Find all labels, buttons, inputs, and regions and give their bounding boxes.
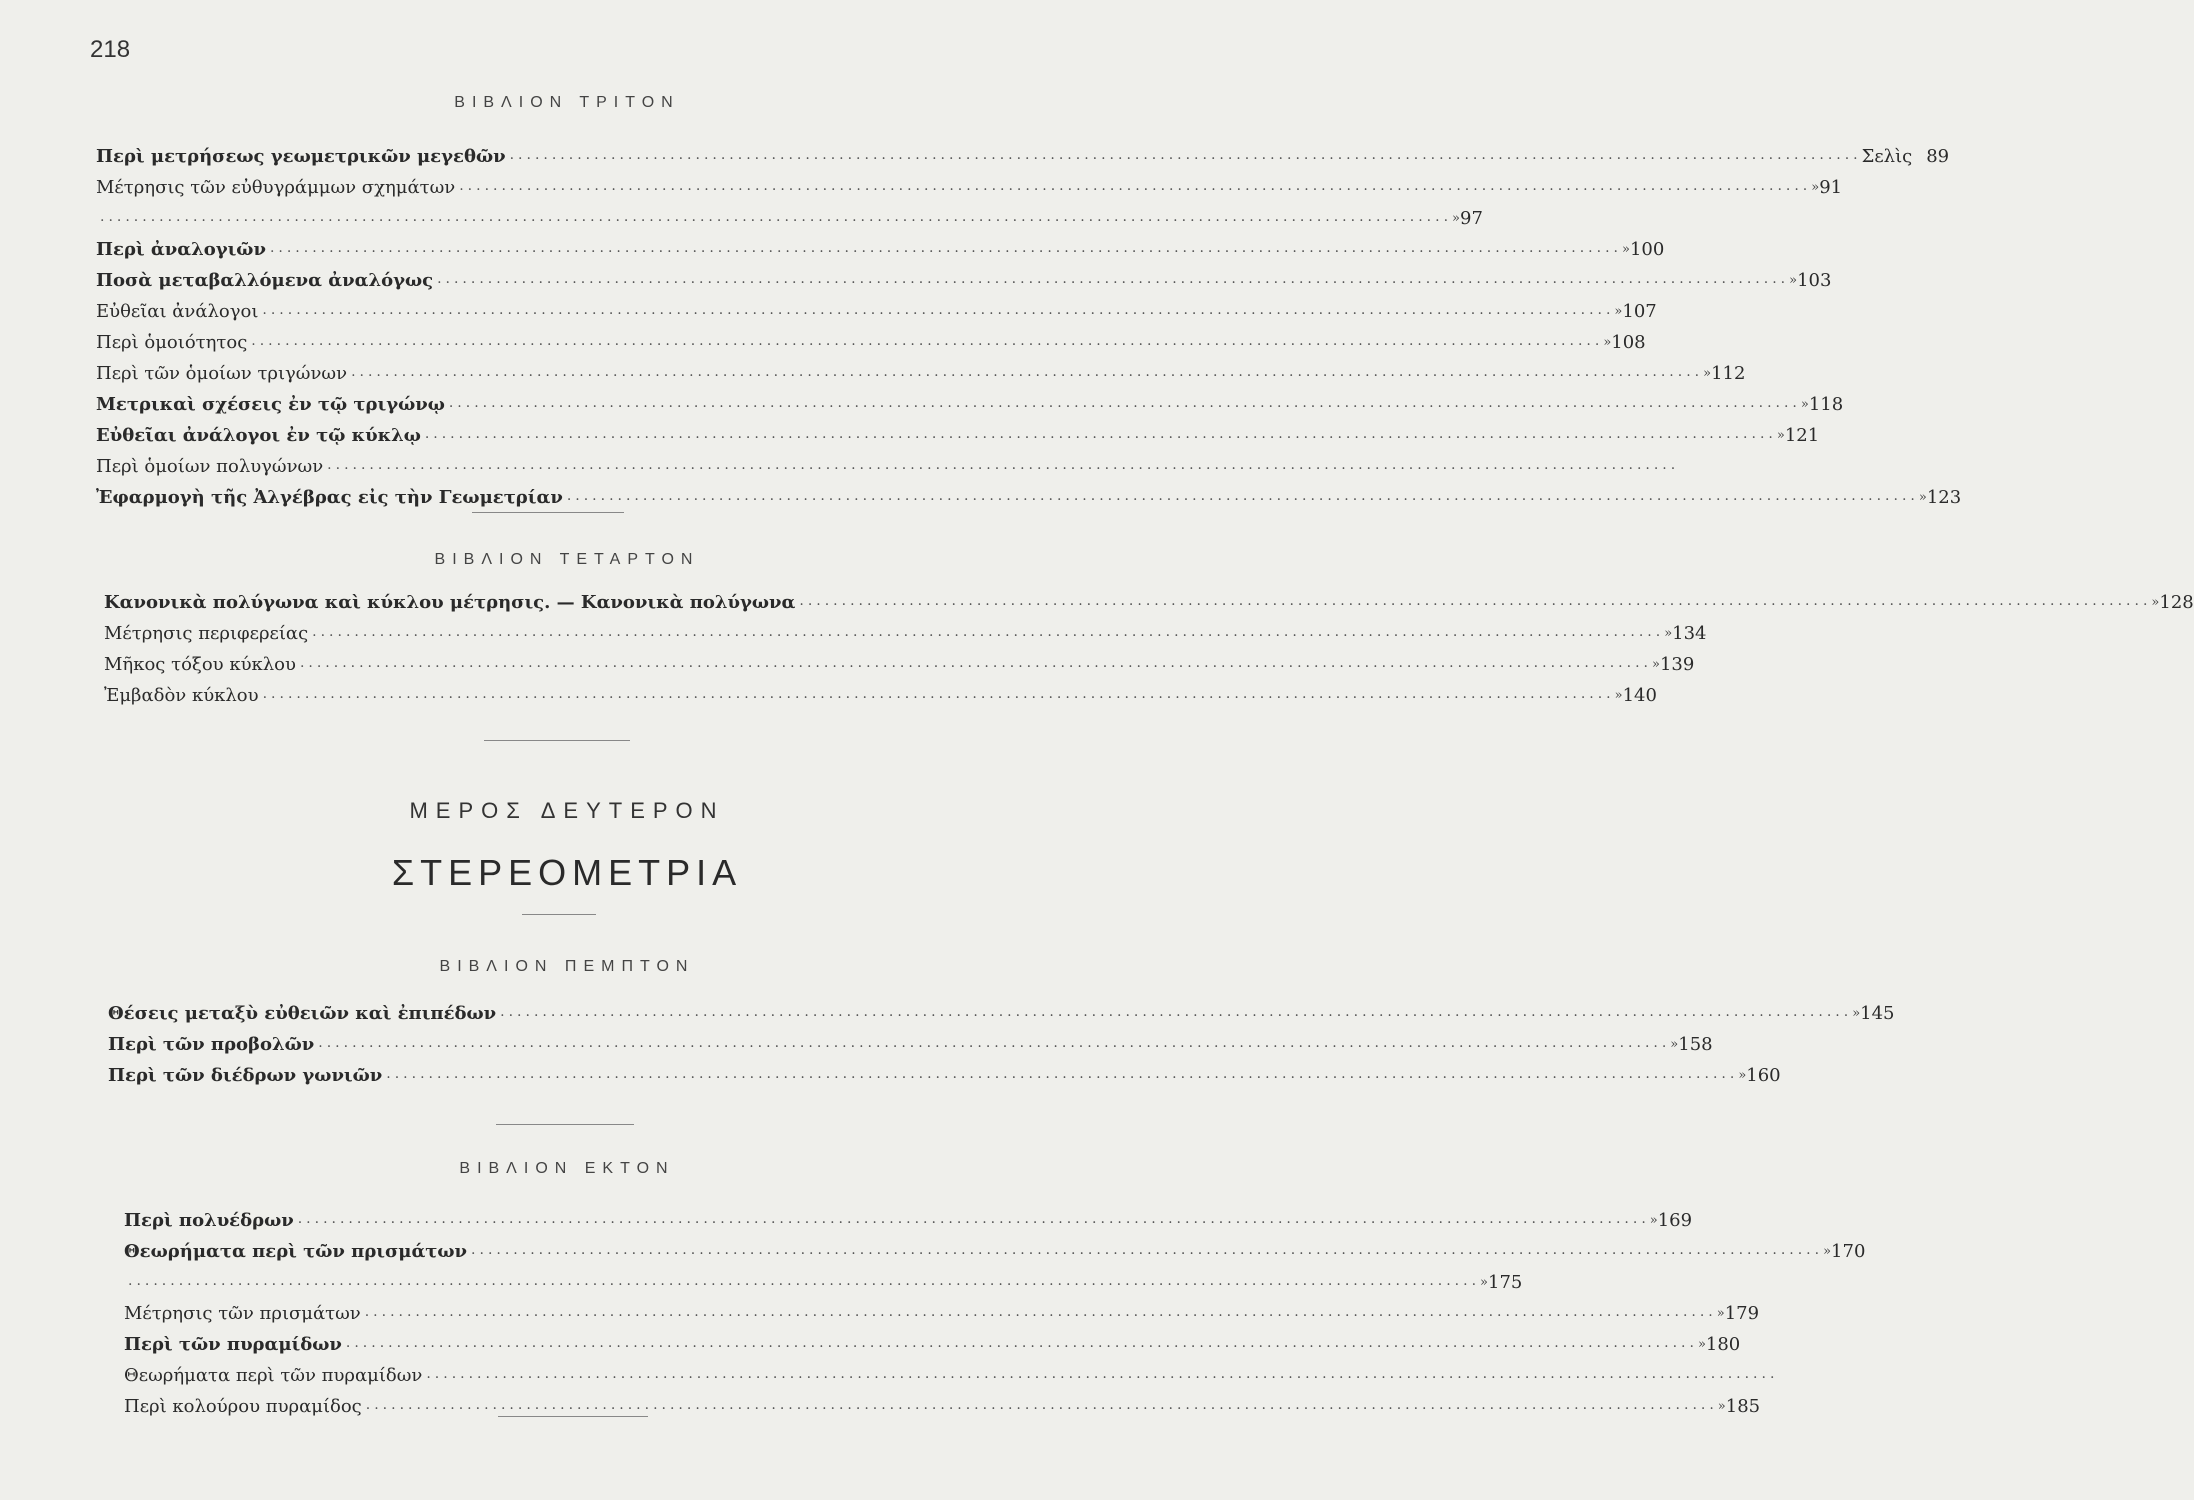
dot-leader: ................................................................................................................................................................ [318, 1035, 1671, 1051]
dot-leader: ................................................................................................................................................................ [128, 1273, 1481, 1289]
toc-entry [124, 1386, 1761, 1417]
toc-entry-page: 118 [1808, 394, 1844, 415]
dot-leader: ................................................................................................................................................................ [365, 1397, 1718, 1413]
dot-leader: ................................................................................................................................................................ [312, 624, 1665, 640]
dot-leader: ................................................................................................................................................................ [262, 302, 1615, 318]
toc-entry-page: 108 [1611, 332, 1646, 353]
toc-entry [96, 415, 1820, 446]
dot-leader: ................................................................................................................................................................ [351, 364, 1704, 380]
toc-entry-title: Περὶ ἀναλογιῶν [96, 239, 266, 260]
toc-entry-page: 97 [1460, 208, 1483, 229]
toc-entry-page: 112 [1711, 363, 1746, 384]
toc-entry [124, 1324, 1741, 1355]
toc-entry-title: Θέσεις μεταξὺ εὐθειῶν καὶ ἐπιπέδων [108, 1003, 497, 1024]
toc-entry [104, 675, 1657, 706]
toc-entry-page: 175 [1488, 1272, 1523, 1293]
page-marker: » [1614, 688, 1623, 703]
toc-entry-title: Μέτρησις τῶν πρισμάτων [124, 1303, 361, 1324]
toc-entry [96, 477, 1962, 508]
toc-entry-title: Ἐμβαδὸν κύκλου [104, 685, 259, 706]
toc-entry [96, 136, 1950, 167]
page-marker: » [1452, 211, 1460, 226]
toc-entry [96, 260, 1832, 291]
toc-entry [124, 1355, 1779, 1386]
toc-entry [96, 322, 1646, 353]
toc-entry [96, 291, 1657, 322]
toc-list-book-fifth [108, 993, 1895, 1086]
toc-entry-title: Κανονικὰ πολύγωνα καὶ κύκλου μέτρησις. — Κανονικὰ πολύγωνα [104, 592, 796, 613]
toc-entry-title: Ἐφαρμογὴ τῆς Ἀλγέβρας εἰς τὴν Γεωμετρίαν [96, 487, 563, 508]
dot-leader: ................................................................................................................................................................ [799, 593, 2152, 609]
dot-leader: ................................................................................................................................................................ [299, 655, 1652, 671]
book-heading-sixth: ΒΙΒΛΙΟΝ ΕΚΤΟΝ [459, 1160, 675, 1177]
page-marker: » [1789, 273, 1798, 288]
section-divider [498, 1416, 648, 1417]
toc-entry-page: 123 [1926, 487, 1962, 508]
dot-leader: ................................................................................................................................................................ [437, 271, 1790, 287]
page-marker: » [2151, 595, 2160, 610]
dot-leader: ................................................................................................................................................................ [364, 1304, 1717, 1320]
toc-entry [108, 993, 1895, 1024]
page-marker: » [1852, 1006, 1861, 1021]
dot-leader: ................................................................................................................................................................ [500, 1004, 1853, 1020]
toc-entry-page: 145 [1860, 1003, 1895, 1024]
toc-entry-page: 170 [1831, 1241, 1866, 1262]
toc-entry-title: Περὶ μετρήσεως γεωμετρικῶν μεγεθῶν [96, 146, 506, 167]
toc-entry-page: 180 [1705, 1334, 1741, 1355]
toc-entry-page: 158 [1678, 1034, 1713, 1055]
page-marker: » [1776, 428, 1785, 443]
page-marker: » [1614, 304, 1623, 319]
toc-entry-page: 179 [1724, 1303, 1760, 1324]
toc-list-book-sixth [124, 1200, 1866, 1417]
toc-entry-title: Θεωρήματα περὶ τῶν πυραμίδων [124, 1365, 423, 1386]
toc-entry [96, 384, 1844, 415]
dot-leader: ................................................................................................................................................................ [386, 1066, 1739, 1082]
page-marker: » [1811, 180, 1820, 195]
page-marker: » [1823, 1244, 1832, 1259]
toc-entry [96, 446, 1680, 477]
toc-entry [124, 1200, 1693, 1231]
page-marker: » [1918, 490, 1927, 505]
toc-entry [96, 229, 1665, 260]
part-heading: ΜΕΡΟΣ ΔΕΥΤΕΡΟΝ [409, 798, 725, 823]
dot-leader: ................................................................................................................................................................ [424, 426, 1777, 442]
toc-list-book-fourth [104, 582, 2194, 706]
toc-entry-title: Περὶ τῶν προβολῶν [108, 1034, 315, 1055]
toc-entry-page: 139 [1659, 654, 1695, 675]
page-marker: Σελὶς [1861, 146, 1913, 167]
toc-entry-title: Περὶ τῶν ὁμοίων τριγώνων [96, 363, 348, 384]
toc-entry-title: Περὶ ὁμοίων πολυγώνων [96, 456, 324, 477]
page-marker: » [1649, 1213, 1658, 1228]
book-heading-fifth: ΒΙΒΛΙΟΝ ΠΕΜΠΤΟΝ [439, 958, 695, 975]
toc-entry [96, 167, 1843, 198]
dot-leader: ................................................................................................................................................................ [566, 488, 1919, 504]
page-marker: » [1664, 626, 1673, 641]
toc-entry [124, 1262, 1523, 1293]
book-heading-third: ΒΙΒΛΙΟΝ ΤΡΙΤΟΝ [454, 94, 680, 111]
section-divider [522, 914, 596, 915]
section-divider [472, 512, 624, 513]
page-marker: » [1670, 1037, 1679, 1052]
dot-leader: ................................................................................................................................................................ [251, 333, 1604, 349]
toc-entry-title: Μέτρησις τῶν εὐθυγράμμων σχημάτων [96, 177, 456, 198]
page-marker: » [1703, 366, 1712, 381]
page-marker: » [1800, 397, 1809, 412]
dot-leader: ................................................................................................................................................................ [459, 178, 1812, 194]
page-marker: » [1697, 1337, 1706, 1352]
toc-entry-title: Περὶ κολούρου πυραμίδος [124, 1396, 362, 1417]
dot-leader: ................................................................................................................................................................ [327, 457, 1680, 473]
toc-entry [124, 1231, 1866, 1262]
toc-entry-title: Μετρικαὶ σχέσεις ἐν τῷ τριγώνῳ [96, 394, 445, 415]
dot-leader: ................................................................................................................................................................ [426, 1366, 1779, 1382]
dot-leader: ................................................................................................................................................................ [269, 240, 1622, 256]
toc-entry-page: 160 [1746, 1065, 1781, 1086]
toc-entry-page: 91 [1819, 177, 1843, 198]
toc-entry-page: 103 [1797, 270, 1832, 291]
toc-entry-title: Εὐθεῖαι ἀνάλογοι [96, 301, 259, 322]
toc-entry-page: 140 [1622, 685, 1657, 706]
page-marker: » [1717, 1399, 1726, 1414]
page-marker: » [1603, 335, 1612, 350]
page-number: 218 [90, 36, 131, 63]
dot-leader: ................................................................................................................................................................ [471, 1242, 1824, 1258]
toc-list-book-third [96, 136, 1962, 508]
page-marker: » [1621, 242, 1630, 257]
page-marker: » [1738, 1068, 1747, 1083]
toc-entry [104, 644, 1695, 675]
toc-entry-title: Θεωρήματα περὶ τῶν πρισμάτων [124, 1241, 468, 1262]
toc-entry [124, 1293, 1760, 1324]
toc-entry-page: 128 [2159, 592, 2194, 613]
toc-entry-title: Περὶ τῶν διέδρων γωνιῶν [108, 1065, 383, 1086]
toc-entry [96, 198, 1483, 229]
toc-entry [104, 582, 2194, 613]
toc-entry-title: Περὶ ὁμοιότητος [96, 332, 248, 353]
toc-entry [108, 1024, 1713, 1055]
toc-entry-title: Περὶ πολυέδρων [124, 1210, 294, 1231]
dot-leader: ................................................................................................................................................................ [100, 209, 1453, 225]
toc-entry-page: 185 [1725, 1396, 1761, 1417]
toc-entry-page: 169 [1657, 1210, 1693, 1231]
toc-entry-title: Μῆκος τόξου κύκλου [104, 654, 296, 675]
dot-leader: ................................................................................................................................................................ [262, 686, 1615, 702]
section-divider [484, 740, 630, 741]
book-heading-fourth: ΒΙΒΛΙΟΝ ΤΕΤΑΡΤΟΝ [434, 551, 700, 568]
subject-heading: ΣΤΕΡΕΟΜΕΤΡΙΑ [391, 852, 743, 893]
toc-entry-page: 134 [1672, 623, 1707, 644]
toc-entry-title: Ποσὰ μεταβαλλόμενα ἀναλόγως [96, 270, 434, 291]
toc-entry-page: 121 [1784, 425, 1820, 446]
toc-entry [108, 1055, 1781, 1086]
toc-entry-title: Εὐθεῖαι ἀνάλογοι ἐν τῷ κύκλῳ [96, 425, 421, 446]
page-marker: » [1480, 1275, 1488, 1290]
dot-leader: ................................................................................................................................................................ [345, 1335, 1698, 1351]
toc-entry-page: 100 [1629, 239, 1665, 260]
dot-leader: ................................................................................................................................................................ [448, 395, 1801, 411]
toc-entry [96, 353, 1746, 384]
toc-entry [104, 613, 1707, 644]
section-divider [496, 1124, 634, 1125]
page-marker: » [1651, 657, 1660, 672]
page-marker: » [1716, 1306, 1725, 1321]
dot-leader: ................................................................................................................................................................ [297, 1211, 1650, 1227]
toc-entry-title: Μέτρησις περιφερείας [104, 623, 309, 644]
dot-leader: ................................................................................................................................................................ [509, 147, 1862, 163]
toc-entry-page: 107 [1622, 301, 1657, 322]
toc-entry-page: 89 [1926, 146, 1950, 167]
toc-entry-title: Περὶ τῶν πυραμίδων [124, 1334, 342, 1355]
